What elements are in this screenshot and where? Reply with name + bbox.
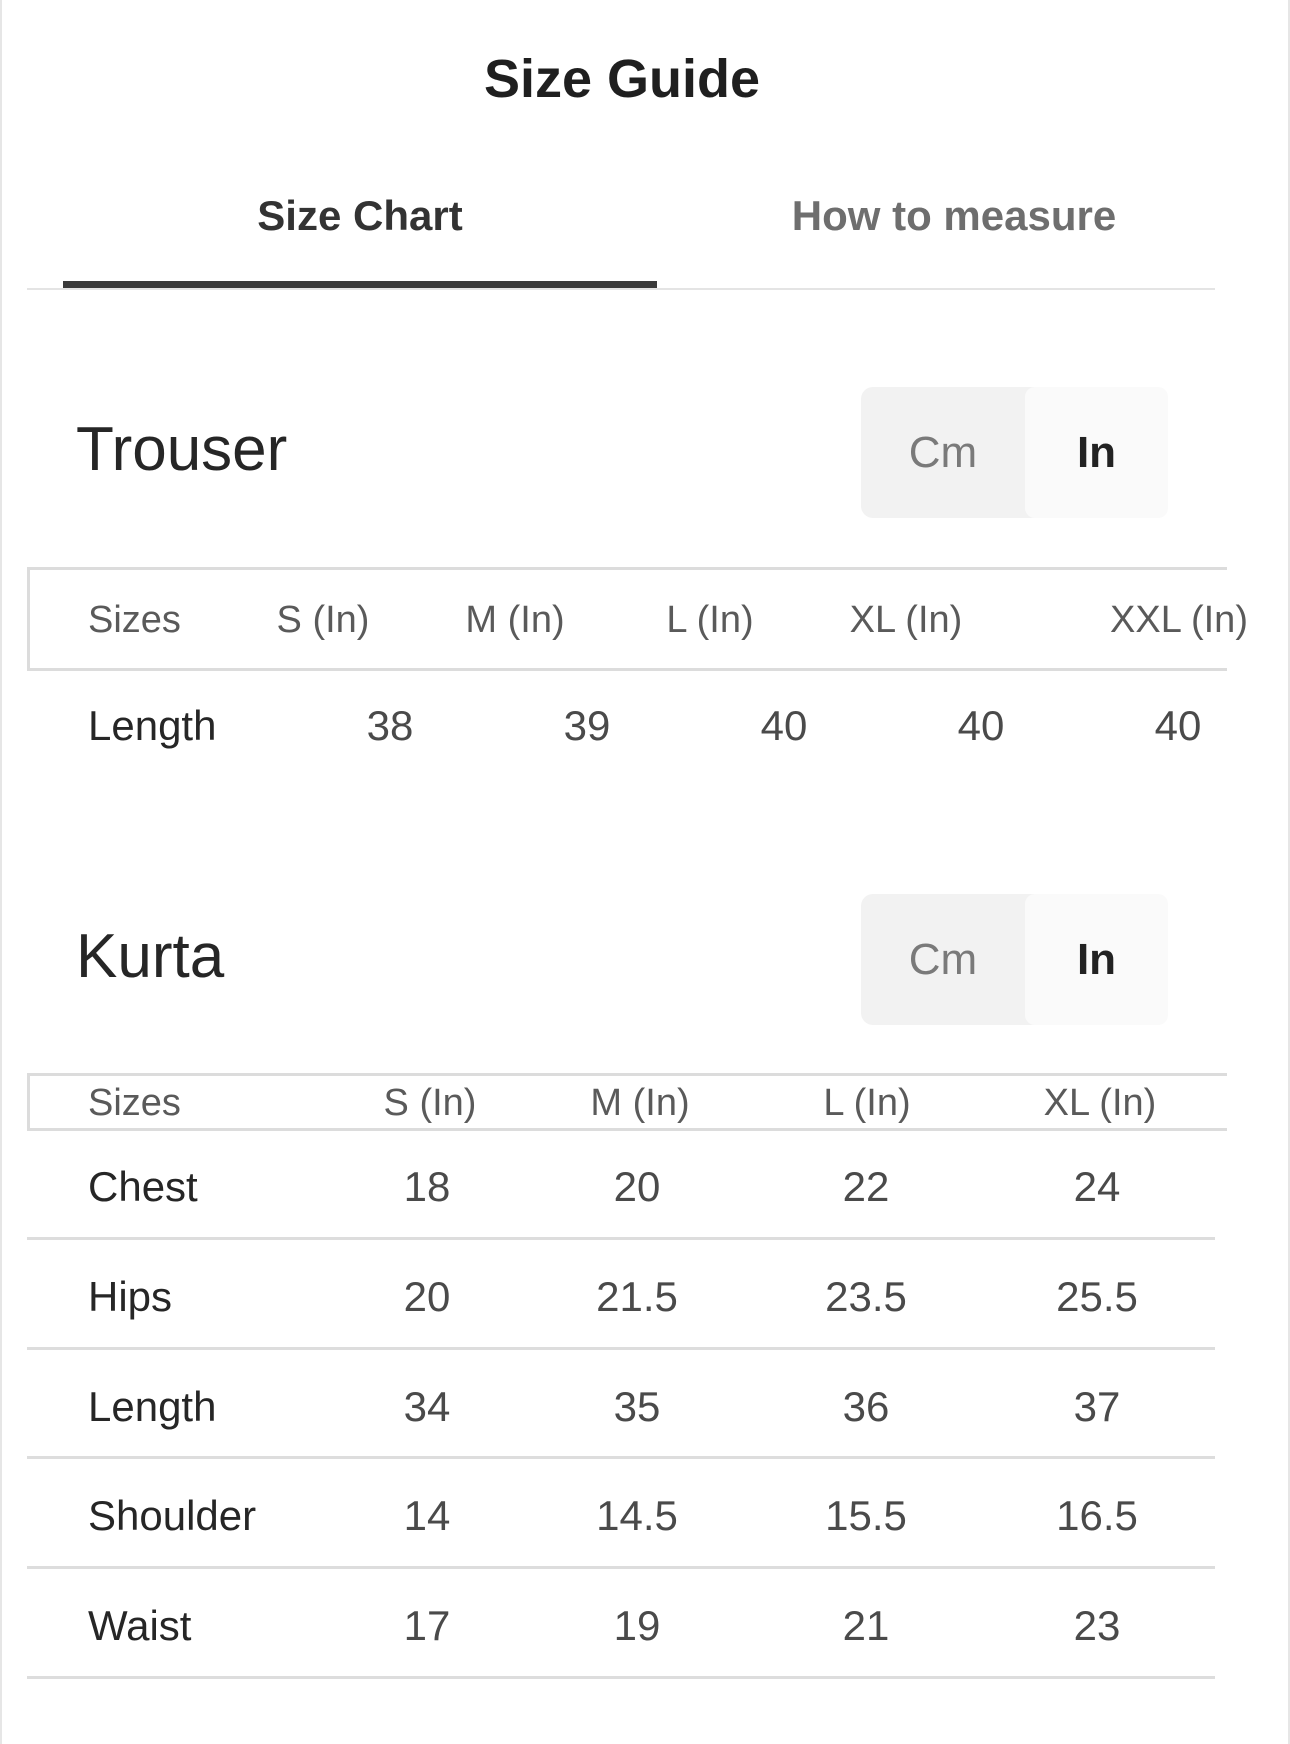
tab-size-chart[interactable]: Size Chart: [257, 192, 463, 239]
header-cell-m: M (In): [465, 599, 565, 641]
header-cell-s: S (In): [276, 599, 370, 641]
table-cell: 36: [842, 1383, 890, 1430]
table-cell: 17: [403, 1602, 451, 1649]
panel-border-left: [0, 0, 2, 1744]
table-cell: 37: [1073, 1383, 1121, 1430]
unit-option-in[interactable]: In: [1025, 894, 1168, 1025]
unit-option-cm[interactable]: Cm: [908, 935, 978, 984]
row-divider: [27, 1347, 1215, 1350]
tab-how-to-measure[interactable]: How to measure: [791, 192, 1117, 239]
header-cell-sizes: Sizes: [88, 599, 181, 641]
header-cell-xl: XL (In): [1043, 1082, 1157, 1124]
row-label-shoulder: Shoulder: [88, 1492, 257, 1539]
section-title-trouser: Trouser: [76, 415, 288, 484]
size-guide-tabs: [27, 170, 1215, 290]
table-header-row: [27, 567, 1248, 671]
table-cell: 19: [613, 1602, 661, 1649]
table-cell: 40: [1154, 702, 1202, 749]
table-cell: 39: [563, 702, 611, 749]
row-label-waist: Waist: [88, 1602, 192, 1649]
trouser-size-table: [27, 567, 1248, 767]
table-cell: 23: [1073, 1602, 1121, 1649]
section-title-kurta: Kurta: [76, 922, 225, 991]
table-cell: 40: [760, 702, 808, 749]
unit-option-in[interactable]: In: [1025, 387, 1168, 518]
header-cell-xl: XL (In): [849, 599, 963, 641]
table-cell: 18: [403, 1163, 451, 1210]
row-divider: [27, 1456, 1215, 1459]
header-cell-m: M (In): [590, 1082, 690, 1124]
header-cell-xxl: XXL (In): [1110, 599, 1248, 641]
table-cell: 14: [403, 1492, 451, 1539]
table-cell: 20: [613, 1163, 661, 1210]
header-cell-l: L (In): [823, 1082, 911, 1124]
row-label-length: Length: [88, 1383, 217, 1430]
kurta-size-table: [27, 1073, 1215, 1683]
header-cell-sizes: Sizes: [88, 1082, 181, 1124]
table-cell: 35: [613, 1383, 661, 1430]
header-cell-s: S (In): [383, 1082, 477, 1124]
unit-toggle-trouser: [861, 387, 1168, 518]
row-label-length: Length: [88, 702, 217, 749]
unit-option-cm[interactable]: Cm: [908, 428, 978, 477]
header-cell-l: L (In): [666, 599, 754, 641]
table-cell: 14.5: [596, 1492, 678, 1539]
row-divider: [27, 1676, 1215, 1679]
table-cell: 38: [366, 702, 414, 749]
row-label-hips: Hips: [88, 1273, 173, 1320]
row-divider: [27, 1566, 1215, 1569]
unit-toggle-kurta: [861, 894, 1168, 1025]
active-tab-indicator: [63, 281, 657, 288]
table-cell: 21: [842, 1602, 890, 1649]
table-cell: 23.5: [825, 1273, 907, 1320]
table-cell: 40: [957, 702, 1005, 749]
row-divider: [27, 1237, 1215, 1240]
table-cell: 34: [403, 1383, 451, 1430]
table-cell: 24: [1073, 1163, 1121, 1210]
table-cell: 22: [842, 1163, 890, 1210]
table-cell: 20: [403, 1273, 451, 1320]
table-cell: 16.5: [1056, 1492, 1138, 1539]
table-cell: 21.5: [596, 1273, 678, 1320]
modal-title: Size Guide: [483, 49, 761, 109]
table-cell: 15.5: [825, 1492, 907, 1539]
table-header-row: [27, 1073, 1227, 1131]
row-label-chest: Chest: [88, 1163, 198, 1210]
table-cell: 25.5: [1056, 1273, 1138, 1320]
tabs-divider: [27, 288, 1215, 290]
